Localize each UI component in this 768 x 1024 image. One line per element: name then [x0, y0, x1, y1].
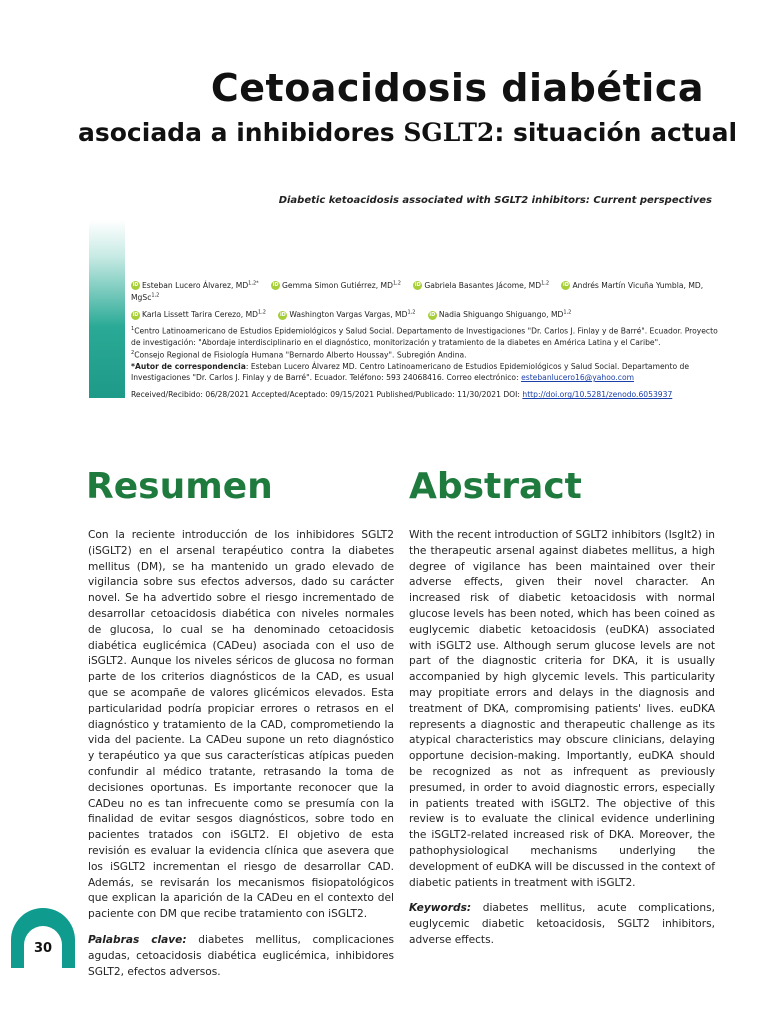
keywords-label: Keywords:	[409, 902, 472, 915]
keywords-label: Palabras clave:	[88, 933, 187, 946]
author-entry	[131, 310, 266, 319]
article-title: Cetoacidosis diabética	[210, 66, 704, 110]
affiliation-1	[131, 324, 721, 348]
email-link[interactable]: estebanlucero16@yahoo.com	[521, 373, 635, 383]
keywords-text: diabetes mellitus, acute complications, euglycemic diabetic ketoacidosis, SGLT2 inhibitors, adverse effects.	[409, 902, 715, 946]
affiliation-sup: 2	[131, 350, 135, 357]
author-name: Washington Vargas Vargas, MD	[289, 310, 408, 319]
affiliation-2	[131, 348, 721, 361]
corresponding-text: : Esteban Lucero Álvarez MD. Centro Latinoamericano de Estudios Epidemiológicos y Salud Social. Departamento de Investigaciones "Dr. Carlos J. Finlay y de Barré". Ecuador. Teléfono: 593 24068416. Correo electrónico:	[131, 361, 689, 383]
abstract-column	[409, 528, 715, 949]
orcid-icon[interactable]: iD	[132, 311, 139, 318]
author-entry	[278, 310, 415, 319]
author-sup: 1,2	[258, 309, 266, 316]
dates-text: Received/Recibido: 06/28/2021 Accepted/Aceptado: 09/15/2021 Published/Publicado: 11/30/2021 DOI:	[131, 390, 523, 400]
author-name: Andrés Martín Vicuña Yumbla, MD, MgSc	[131, 280, 704, 303]
author-sup: 1,2	[392, 280, 401, 286]
article-subtitle	[78, 118, 737, 147]
corresponding-label: *Autor de correspondencia	[131, 361, 246, 371]
author-entry	[131, 281, 259, 290]
english-title: Diabetic ketoacidosis associated with SGLT2 inhibitors: Current perspectives	[278, 195, 712, 206]
author-sup: 1,2*	[248, 280, 259, 286]
author-row-2	[131, 307, 721, 320]
doi-link[interactable]: http://doi.org/10.5281/zenodo.6053937	[522, 390, 673, 400]
author-name: Nadia Shiguango Shiguango, MD	[438, 310, 564, 319]
resumen-keywords	[88, 933, 394, 980]
affiliation-text: Centro Latinoamericano de Estudios Epidemiológicos y Salud Social. Departamento de Investigaciones "Dr. Carlos J. Finlay y de Barré". Ecuador. Proyecto de investigación: "Abordaje interdisciplinario en el diagnóstico, monitorización y tratamiento de la diabetes en América Latina y el Caribe".	[131, 326, 718, 347]
author-block	[131, 278, 721, 400]
resumen-heading: Resumen	[86, 466, 273, 507]
orcid-icon[interactable]: iD	[279, 311, 286, 318]
orcid-icon[interactable]: iD	[563, 282, 569, 289]
subtitle-part-2: SGLT2	[403, 118, 495, 147]
author-sup: 1,2	[541, 280, 550, 286]
author-sup: 1,2	[151, 292, 160, 299]
publication-dates	[131, 389, 721, 400]
author-sup: 1,2	[407, 309, 416, 316]
abstract-keywords	[409, 901, 715, 948]
author-name: Karla Lissett Tarira Cerezo, MD	[142, 310, 259, 319]
affiliation-sup: 1	[131, 326, 135, 333]
author-entry	[428, 310, 572, 319]
author-entry	[413, 281, 549, 290]
corresponding-author	[131, 361, 721, 383]
affiliation-text: Consejo Regional de Fisiología Humana "Bernardo Alberto Houssay". Subregión Andina.	[134, 350, 467, 360]
author-entry	[271, 281, 401, 290]
resumen-column	[88, 528, 394, 980]
abstract-heading: Abstract	[409, 466, 582, 507]
orcid-icon[interactable]: iD	[132, 282, 139, 289]
author-name: Gemma Simon Gutiérrez, MD	[282, 280, 393, 290]
subtitle-part-1: asociada a inhibidores	[78, 118, 404, 147]
subtitle-part-3: : situación actual	[494, 118, 738, 147]
author-name: Gabriela Basantes Jácome, MD	[424, 280, 542, 290]
author-row-1	[131, 278, 721, 303]
orcid-icon[interactable]: iD	[429, 311, 436, 318]
resumen-body: Con la reciente introducción de los inhibidores SGLT2 (iSGLT2) en el arsenal terapéutico contra la diabetes mellitus (DM), se ha mantenido un grado elevado de vigilancia sobre sus efectos adversos, dado su carácter novel. Se ha advertido sobre el riesgo incrementado de desarrollar cetoacidosis diabética con niveles normales de glucosa, lo cual se ha denominado cetoacidosis diabética euglicémica (CADeu) asociada con el uso de iSGLT2. Aunque los niveles séricos de glucosa no forman parte de los criterios diagnósticos de la CAD, es usual que se acompañe de valores glicémicos elevados. Esta particularidad podría propiciar errores o retrasos en el diagnóstico y tratamiento de la CAD, comprometiendo la vida del paciente. La CADeu supone un reto diagnóstico y terapéutico ya que sus características atípicas pueden confundir al médico tratante, retrasando la toma de decisiones oportunas. Es importante reconocer que la CADeu no es tan infrecuente como se presumía con la finalidad de evitar sesgos diagnósticos, sobre todo en pacientes tratados con iSGLT2. El objetivo de esta revisión es evaluar la evidencia clínica que asevera que los iSGLT2 incrementan el riesgo de desarrollar CAD. Además, se revisarán los mecanismos fisiopatológicos que explican la aparición de la CADeu en el contexto del paciente con DM que recibe tratamiento con iSGLT2.	[88, 529, 394, 921]
keywords-text: diabetes mellitus, complicaciones agudas, cetoacidosis diabética euglicémica, inhibidores SGLT2, efectos adversos.	[88, 933, 395, 978]
page-number-tab	[11, 908, 75, 968]
author-name: Esteban Lucero Álvarez, MD	[142, 280, 249, 290]
page-number: 30	[24, 926, 62, 968]
decorative-gradient-bar	[89, 220, 125, 398]
orcid-icon[interactable]: iD	[414, 282, 421, 289]
orcid-icon[interactable]: iD	[272, 282, 279, 289]
author-sup: 1,2	[563, 309, 572, 316]
abstract-body: With the recent introduction of SGLT2 inhibitors (Isglt2) in the therapeutic arsenal against diabetes mellitus, a high degree of vigilance has been maintained over their adverse effects, given their novel character. An increased risk of diabetic ketoacidosis with normal glucose levels has been noted, which has been coined as euglycemic diabetic ketoacidosis (euDKA) associated with iSGLT2 use. Although serum glucose levels are not part of the diagnostic criteria for DKA, it is usually accompanied by high glycemic levels. This particularity may propitiate errors and delays in the diagnosis and treatment of DKA, compromising patients' lives. euDKA represents a diagnostic and therapeutic challenge as its atypical characteristics may obscure clinicians, delaying opportune decision-making. Importantly, euDKA should be recognized as not as infrequent as previously presumed, in order to avoid diagnostic errors, especially in patients treated with iSGLT2. The objective of this review is to evaluate the clinical evidence underlining the iSGLT2-related increased risk of DKA. Moreover, the pathophysiological mechanisms underlying the development of euDKA will be discussed in the context of diabetic patients in treatment with iSGLT2.	[409, 529, 715, 889]
